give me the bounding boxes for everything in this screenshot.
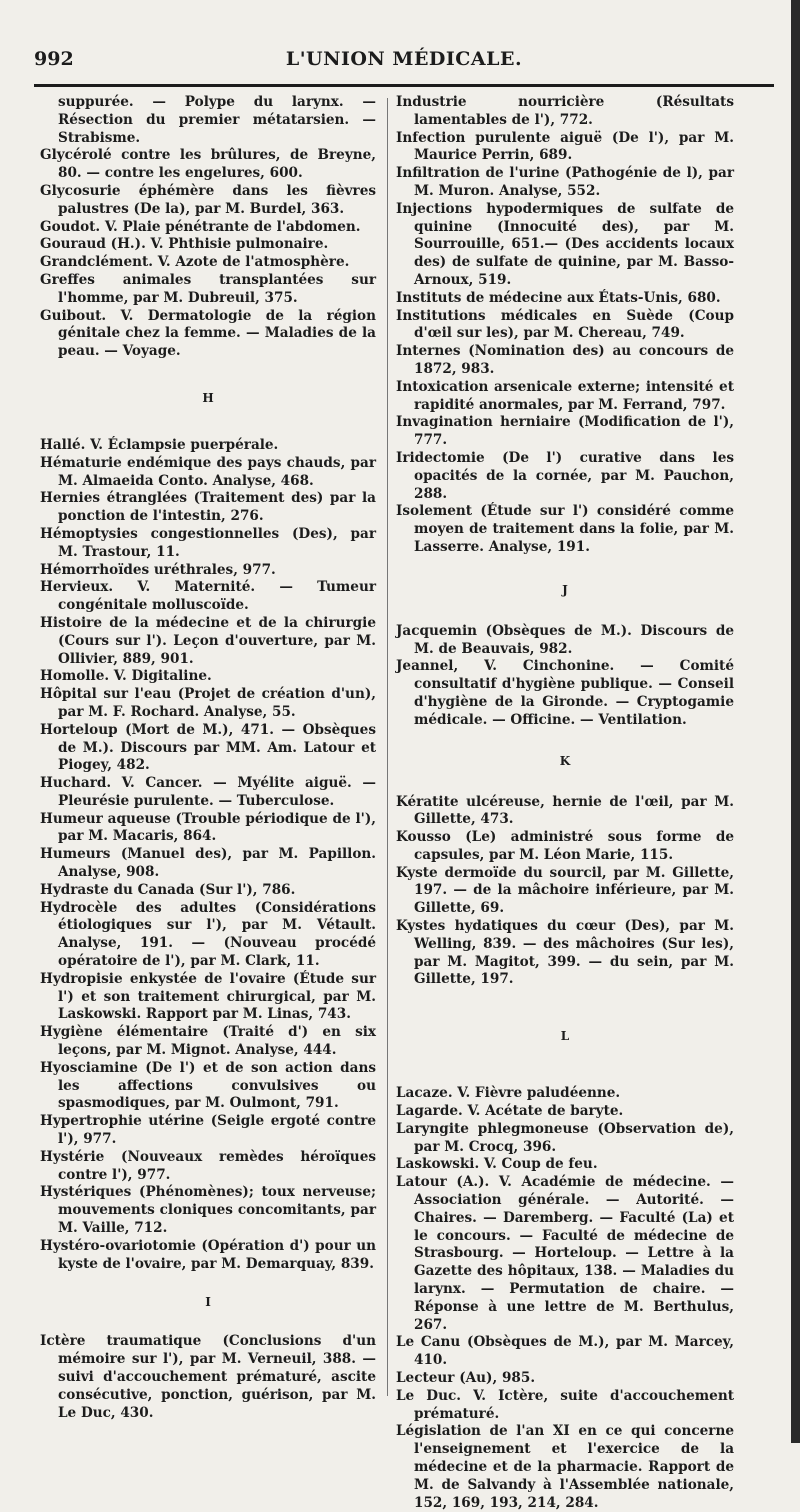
index-entry: Hydrocèle des adultes (Considérations étiologiques sur l'), par M. Vétault. Analyse, 191. — (Nouveau procédé opératoire de l'), par M. Clark, 11. bbox=[40, 899, 376, 970]
index-entry: Législation de l'an XI en ce qui concerne l'enseignement et l'exercice de la médecine et de la pharmacie. Rapport de M. de Salvandy à l'Assemblée nationale, 152, 169, 193, 214, 284. bbox=[396, 1423, 734, 1511]
section-letter-k: K bbox=[559, 753, 571, 768]
section-letter-l: L bbox=[560, 1029, 570, 1044]
index-entry: Hystérie (Nouveaux remèdes héroïques contre l'), 977. bbox=[40, 1148, 376, 1183]
index-entry: Hydropisie enkystée de l'ovaire (Étude sur l') et son traitement chirurgical, par M. Laskowski. Rapport par M. Linas, 743. bbox=[40, 970, 376, 1023]
header-rule bbox=[34, 84, 774, 87]
index-entry: Goudot. V. Plaie pénétrante de l'abdomen. bbox=[40, 218, 361, 235]
index-entry: Infiltration de l'urine (Pathogénie de l), par M. Muron. Analyse, 552. bbox=[396, 165, 734, 199]
index-entry: Injections hypodermiques de sulfate de quinine (Innocuité des), par M. Sourrouille, 651.— (Des accidents locaux des) de sulfate de quinine, par M. Basso-Arnoux, 519. bbox=[396, 200, 734, 288]
index-entry: Glycosurie éphémère dans les fièvres palustres (De la), par M. Burdel, 363. bbox=[40, 182, 376, 217]
index-entry: Humeur aqueuse (Trouble périodique de l'), par M. Macaris, 864. bbox=[40, 810, 376, 845]
index-entry: Hémorrhoïdes uréthrales, 977. bbox=[40, 561, 276, 578]
index-entry: Greffes animales transplantées sur l'homme, par M. Dubreuil, 375. bbox=[40, 271, 376, 306]
index-entry: Grandclément. V. Azote de l'atmosphère. bbox=[40, 254, 350, 271]
index-entry: Infection purulente aiguë (De l'), par M. Maurice Perrin, 689. bbox=[396, 129, 734, 164]
index-entry: Hygiène élémentaire (Traité d') en six leçons, par M. Mignot. Analyse, 444. bbox=[40, 1024, 376, 1059]
index-entry: Gouraud (H.). V. Phthisie pulmonaire. bbox=[40, 236, 329, 253]
index-entry: Hyosciamine (De l') et de son action dans les affections convulsives ou spasmodiques, par M. Oulmont, 791. bbox=[40, 1059, 376, 1112]
index-entry: Huchard. V. Cancer. — Myélite aiguë. — Pleurésie purulente. — Tuberculose. bbox=[40, 775, 376, 809]
index-entry: Laskowski. V. Coup de feu. bbox=[396, 1156, 598, 1173]
index-entry: Kousso (Le) administré sous forme de capsules, par M. Léon Marie, 115. bbox=[396, 829, 734, 863]
column-divider bbox=[387, 98, 388, 1396]
index-entry: Isolement (Étude sur l') considéré comme moyen de traitement dans la folie, par M. Lasserre. Analyse, 191. bbox=[396, 503, 734, 555]
index-entry: Lagarde. V. Acétate de baryte. bbox=[396, 1103, 624, 1120]
index-entry: Humeurs (Manuel des), par M. Papillon. Analyse, 908. bbox=[40, 846, 376, 881]
index-entry: Kyste dermoïde du sourcil, par M. Gillette, 197. — de la mâchoire inférieure, par M. Gillette, 69. bbox=[396, 864, 734, 917]
index-entry: Hypertrophie utérine (Seigle ergoté contre l'), 977. bbox=[40, 1113, 376, 1148]
left-column bbox=[40, 94, 376, 1422]
index-entry: Le Canu (Obsèques de M.), par M. Marcey, 410. bbox=[396, 1334, 734, 1369]
index-entry: Jeannel, V. Cinchonine. — Comité consultatif d'hygiène publique. — Conseil d'hygiène de la Gironde. — Cryptogamie médicale. — Officine. — Ventilation. bbox=[396, 658, 734, 728]
section-letter-j: J bbox=[562, 582, 568, 597]
section-letter-i: I bbox=[205, 1295, 211, 1310]
index-entry: Homolle. V. Digitaline. bbox=[40, 668, 212, 685]
index-entry: Guibout. V. Dermatologie de la région génitale chez la femme. — Maladies de la peau. — Voyage. bbox=[40, 307, 376, 360]
index-entry: Laryngite phlegmoneuse (Observation de), par M. Crocq, 396. bbox=[396, 1120, 734, 1155]
index-entry: Hydraste du Canada (Sur l'), 786. bbox=[40, 881, 296, 898]
index-entry: Ictère traumatique (Conclusions d'un mémoire sur l'), par M. Verneuil, 388. — suivi d'accouchement prématuré, ascite consécutive, ponction, guérison, par M. Le Duc, 430. bbox=[40, 1333, 376, 1421]
index-entry: Lecteur (Au), 985. bbox=[396, 1370, 536, 1387]
index-entry: Iridectomie (De l') curative dans les opacités de la cornée, par M. Pauchon, 288. bbox=[396, 449, 734, 502]
page-header bbox=[34, 48, 774, 78]
index-entry: Le Duc. V. Ictère, suite d'accouchement prématuré. bbox=[396, 1387, 734, 1422]
index-entry: Hernies étranglées (Traitement des) par la ponction de l'intestin, 276. bbox=[40, 490, 376, 525]
index-entry: suppurée. — Polype du larynx. — Résection du premier métatarsien. — Strabisme. bbox=[58, 94, 376, 146]
index-entry: Intoxication arsenicale externe; intensité et rapidité anormales, par M. Ferrand, 797. bbox=[396, 378, 734, 413]
index-entry: Internes (Nomination des) au concours de 1872, 983. bbox=[396, 343, 734, 377]
index-entry: Instituts de médecine aux États-Unis, 680. bbox=[396, 289, 721, 306]
right-column bbox=[396, 94, 734, 1512]
index-entry: Hémoptysies congestionnelles (Des), par M. Trastour, 11. bbox=[40, 525, 376, 560]
index-entry: Lacaze. V. Fièvre paludéenne. bbox=[396, 1085, 621, 1102]
index-entry: Hystéro-ovariotomie (Opération d') pour un kyste de l'ovaire, par M. Demarquay, 839. bbox=[40, 1237, 376, 1272]
index-entry: Horteloup (Mort de M.), 471. — Obsèques de M.). Discours par MM. Am. Latour et Piogey, 482. bbox=[40, 721, 376, 774]
index-entry: Industrie nourricière (Résultats lamentables de l'), 772. bbox=[396, 94, 734, 128]
running-title: L'UNION MÉDICALE. bbox=[285, 48, 523, 70]
index-entry: Hystériques (Phénomènes); toux nerveuse; mouvements cloniques concomitants, par M. Vaille, 712. bbox=[40, 1184, 376, 1237]
index-entry: Histoire de la médecine et de la chirurgie (Cours sur l'). Leçon d'ouverture, par M. Ollivier, 889, 901. bbox=[40, 614, 376, 667]
index-entry: Invagination herniaire (Modification de l'), 777. bbox=[396, 414, 734, 449]
index-entry: Hématurie endémique des pays chauds, par M. Almaeida Conto. Analyse, 468. bbox=[40, 454, 376, 489]
index-entry: Hallé. V. Éclampsie puerpérale. bbox=[40, 436, 279, 453]
index-entry: Jacquemin (Obsèques de M.). Discours de M. de Beauvais, 982. bbox=[396, 622, 734, 657]
page-edge bbox=[791, 0, 800, 1443]
index-entry: Hervieux. V. Maternité. — Tumeur congénitale molluscoïde. bbox=[40, 579, 376, 614]
index-entry: Institutions médicales en Suède (Coup d'œil sur les), par M. Chereau, 749. bbox=[396, 307, 734, 342]
index-entry: Glycérolé contre les brûlures, de Breyne, 80. — contre les engelures, 600. bbox=[40, 147, 376, 182]
index-entry: Latour (A.). V. Académie de médecine. — Association générale. — Autorité. — Chaires. — Daremberg. — Faculté (La) et le concours. — Faculté de médecine de Strasbourg. — Horteloup. — Lettre à la Gazette des hôpitaux, 138. — Maladies du larynx. — Permutation de chaire. — Réponse à une lettre de M. Berthulus, 267. bbox=[396, 1174, 734, 1333]
index-entry: Kystes hydatiques du cœur (Des), par M. Welling, 839. — des mâchoires (Sur les), par M. Magitot, 399. — du sein, par M. Gillette, 197. bbox=[396, 918, 734, 988]
section-letter-h: H bbox=[202, 390, 214, 405]
index-entry: Hôpital sur l'eau (Projet de création d'un), par M. F. Rochard. Analyse, 55. bbox=[40, 686, 376, 720]
page-number: 992 bbox=[34, 48, 74, 70]
index-entry: Kératite ulcéreuse, hernie de l'œil, par M. Gillette, 473. bbox=[396, 793, 734, 828]
